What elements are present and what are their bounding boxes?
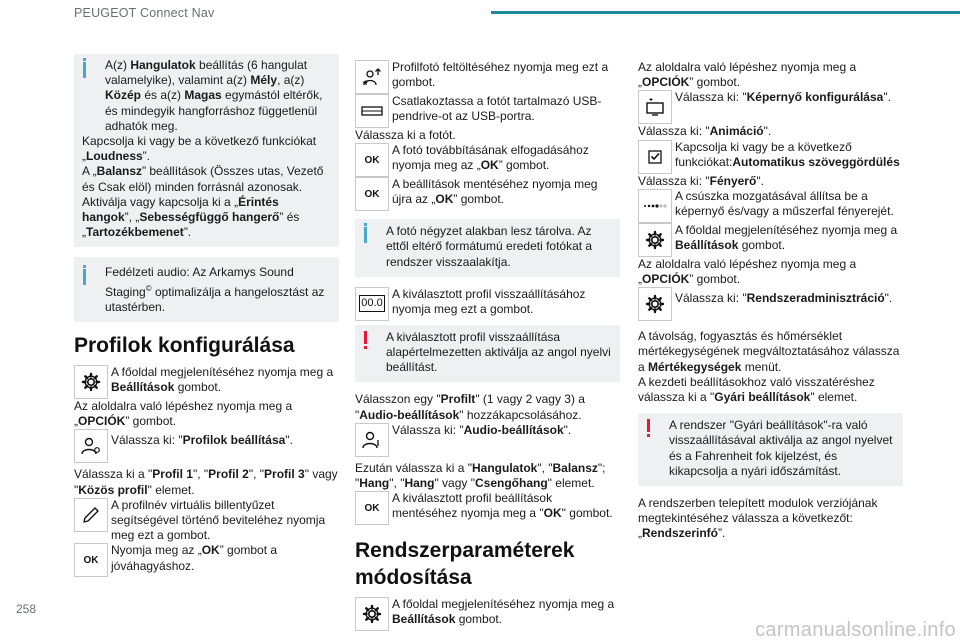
ok-button[interactable]: OK [74,543,108,577]
step-profile-settings: Válassza ki: "Profilok beállítása". [74,429,339,463]
step-connect-usb: Csatlakoztassa a fotót tartalmazó USB-pendrive-ot az USB-portra. [355,94,620,128]
step-save-settings: OK A beállítások mentéséhez nyomja meg újra az „OK” gombot. [355,177,620,211]
warning-icon [647,419,650,432]
warning-icon [364,331,367,344]
step-auto-scroll: Kapcsolja ki vagy be a következő funkciókat:Automatikus szöveggördülés [638,140,903,174]
pencil-icon[interactable] [74,498,108,532]
warning-note-reset: A kiválasztott profil visszaállítása alapértelmezetten aktiválja az angol nyelvi beállítást. [355,325,620,383]
step-settings-button: A főoldal megjelenítéséhez nyomja meg a Beállítások gombot. [74,365,339,399]
settings-gear-icon[interactable] [355,597,389,631]
reset-profile-button[interactable]: 00.0 [355,287,389,321]
text-select-photo: Válassza ki a fotót. [355,128,456,142]
text-choose-brightness: Válassza ki: "Fényerő". [638,173,764,188]
step-save-profile: OK A kiválasztott profil beállítások mentéséhez nyomja meg a "OK" gombot. [355,491,620,525]
step-audio-settings: Válassza ki: "Audio-beállítások". [355,423,620,457]
step-confirm-ok: OK Nyomja meg az „OK” gombot a jóváhagyáshoz. [74,543,339,577]
step-screen-config: Válassza ki: "Képernyő konfigurálása". [638,90,903,124]
step-reset-profile: 00.0 A kiválasztott profil visszaállításához nyomja meg ezt a gombot. [355,287,620,321]
step-edit-name: A profilnév virtuális billentyűzet segítségével történő beviteléhez nyomja meg ezt a gombot. [74,498,339,544]
column-2 [355,54,620,631]
info-note-square-photo: A fotó négyzet alakban lesz tárolva. Az ettől eltérő formátumú eredeti fotókat a rendszer visszaalakítja. [355,219,620,277]
settings-gear-icon[interactable] [638,223,672,257]
info-icon [83,269,86,285]
text-choose-animation: Válassza ki: "Animáció". [638,124,772,139]
brightness-slider-icon[interactable] [638,189,672,223]
text-choose-audio-profile: Válasszon egy "Profilt" (1 vagy 2 vagy 3) a "Audio-beállítások" hozzákapcsolásához. [355,392,585,422]
step-accept-photo: OK A fotó továbbításának elfogadásához nyomja meg az „OK” gombot. [355,143,620,177]
settings-gear-icon[interactable] [74,365,108,399]
svg-text:★: ★ [362,80,369,87]
info-icon [83,62,86,78]
section-heading-profiles: Profilok konfigurálása [74,334,295,358]
audio-settings-icon[interactable] [355,423,389,457]
step-brightness-slider: A csúszka mozgatásával állítsa be a képernyő és/vagy a műszerfal fényerejét. [638,189,903,223]
photo-upload-icon[interactable] [355,60,389,94]
header-accent-bar [491,11,960,14]
step-settings-button-2: A főoldal megjelenítéséhez nyomja meg a Beállítások gombot. [355,597,620,631]
page-number: 258 [16,602,37,616]
info-icon [364,227,367,243]
watermark: carmanualsonline.info [755,618,956,640]
column-1 [74,54,339,577]
step-upload-photo: ★ Profilfotó feltöltéséhez nyomja meg ezt a gombot. [355,60,620,94]
text-options-submenu-2: Az aloldalra való lépéshez nyomja meg a „OPCIÓK” gombot. [638,256,857,287]
ok-button[interactable]: OK [355,177,389,211]
checkbox-icon[interactable] [638,140,672,174]
warning-note-factory: A rendszer "Gyári beállítások"-ra való visszaállításával aktiválja az angol nyelvet és a Fahrenheit fok kijelzést, és kikapcsolja a nyári időszámítást. [638,413,903,486]
text-options-submenu: Az aloldalra való lépéshez nyomja meg a „OPCIÓK” gombot. [638,60,857,90]
section-heading-system: Rendszerparaméterek módosítása [355,539,575,590]
step-settings-button-3: A főoldal megjelenítéséhez nyomja meg a Beállítások gombot. [638,223,903,257]
usb-icon[interactable] [355,94,389,128]
text-choose-profile: Válassza ki a "Profil 1", "Profil 2", "Profil 3" vagy "Közös profil" elemet. [74,467,338,497]
text-units: A távolság, fogyasztás és hőmérséklet mértékegységének megváltoztatásához válassza a Mértékegységek menüt. [638,329,900,374]
text-factory-reset: A kezdeti beállításokhoz való visszatéréshez válassza ki a "Gyári beállítások" elemet. [638,374,875,405]
text-options-submenu: Az aloldalra való lépéshez nyomja meg a „OPCIÓK” gombot. [74,399,293,429]
text-system-info: A rendszerben telepített modulok verziójának megtekintéséhez válassza a következőt: „Rendszerinfó”. [638,496,878,541]
info-note-arkamys: Fedélzeti audio: Az Arkamys Sound Staging© optimalizálja a hangelosztást az utastérben. [74,257,339,322]
column-3 [638,54,903,542]
profile-settings-icon[interactable] [74,429,108,463]
ok-button[interactable]: OK [355,143,389,177]
text-choose-ambience: Ezután válassza ki a "Hangulatok", "Balansz"; "Hang", "Hang" vagy "Csengőhang" elemet. [355,460,606,491]
system-admin-icon[interactable] [638,287,672,321]
ok-button[interactable]: OK [355,491,389,525]
screen-config-icon[interactable] [638,90,672,124]
info-note-audio-settings: A(z) Hangulatok beállítás (6 hangulat valamelyike), valamint a(z) Mély, a(z) Közép és a(z) Magas egymástól eltérők, és mindegyik hangforráshoz függetlenül adhatók meg. Kapcsolja ki vagy be a következő funkciókat „Loudness”. A „Balansz” beállítások (Összes utas, Vezető és Csak elöl) minden forrásnál azonosak. Aktiválja vagy kapcsolja ki a „Érintés hangok”, „Sebességfüggő hangerő” és „Tartozékbemenet”. [74,54,339,247]
header-title: PEUGEOT Connect Nav [74,6,215,20]
step-system-admin: Válassza ki: "Rendszeradminisztráció". [638,287,903,321]
